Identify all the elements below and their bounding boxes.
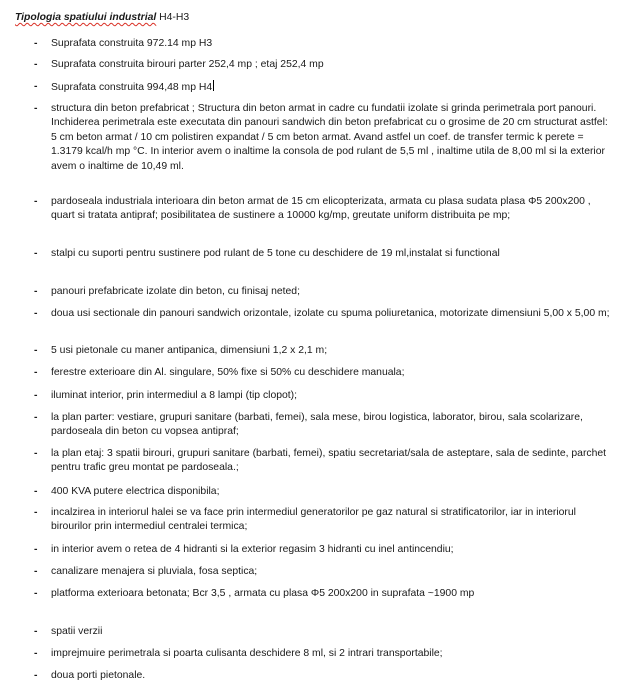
list-item-text: imprejmuire perimetrala si poarta culisanta deschidere 8 ml, si 2 intrari transportabile; <box>51 648 443 659</box>
list-item-text: doua porti pietonale. <box>51 670 146 681</box>
list-item-text: 400 KVA putere electrica disponibila; <box>51 486 220 497</box>
list-item-text: ferestre exterioare din Al. singulare, 50% fixe si 50% cu deschidere manuala; <box>51 367 405 378</box>
document-title <box>15 11 189 25</box>
bullet-dash: - <box>34 308 38 319</box>
bullet-dash: - <box>34 38 38 49</box>
bullet-dash: - <box>34 448 38 459</box>
list-item-text: incalzirea in interiorul halei se va face prin intermediul generatorilor pe gaz natural si stratificatorilor, iar in interiorul birourilor prin intermediul centralei termica; <box>51 507 576 533</box>
bullet-dash: - <box>34 345 38 356</box>
list-item-text: platforma exterioara betonata; Bcr 3,5 , armata cu plasa Φ5 200x200 in suprafata ~1900 mp <box>51 588 475 599</box>
bullet-dash: - <box>34 648 38 659</box>
list-item-text: stalpi cu suporti pentru sustinere pod rulant de 5 tone cu deschidere de 19 ml,instalat si functional <box>51 248 500 259</box>
bullet-dash: - <box>34 103 38 114</box>
bullet-dash: - <box>34 566 38 577</box>
bullet-dash: - <box>34 670 38 681</box>
bullet-dash: - <box>34 286 38 297</box>
list-item-text: canalizare menajera si pluviala, fosa septica; <box>51 566 258 577</box>
list-item-text: spatii verzii <box>51 626 103 637</box>
list-item-text: Suprafata construita 972.14 mp H3 <box>51 38 213 49</box>
title-rest: H4-H3 <box>156 12 190 23</box>
list-item-text: doua usi sectionale din panouri sandwich orizontale, izolate cu spuma poliuretanica, motorizate dimensiuni 5,00 x 5,00 m; <box>51 308 610 319</box>
list-item-text: Suprafata construita birouri parter 252,4 mp ; etaj 252,4 mp <box>51 59 324 70</box>
list-item-text: iluminat interior, prin intermediul a 8 lampi (tip clopot); <box>51 390 298 401</box>
list-item-text: structura din beton prefabricat ; Structura din beton armat in cadre cu fundatii izolate si grinda perimetrala port panouri. Inchiderea perimetrala este executata din panouri sandwich din beton prefabricat cu o grosime de 20 cm structurat astfel: 5 cm beton armat / 10 cm polistiren expandat / 5 cm beton armat. Avand astfel un coef. de transfer termic k perete = 1.3179 kcal/h mp °C. In interior avem o inaltime la consola de pod rulant de 5,5 ml , inaltime utila de 8,00 ml si la exterior avem o inaltime de 10,49 ml. <box>51 103 608 172</box>
bullet-dash: - <box>34 59 38 70</box>
bullet-dash: - <box>34 196 38 207</box>
bullet-dash: - <box>34 81 38 92</box>
bullet-dash: - <box>34 626 38 637</box>
list-item-text: 5 usi pietonale cu maner antipanica, dimensiuni 1,2 x 2,1 m; <box>51 345 328 356</box>
list-item-text: la plan parter: vestiare, grupuri sanitare (barbati, femei), sala mese, birou logistica, laborator, birou, sala scolarizare, pardoseala din beton cu vopsea antipraf; <box>51 412 583 438</box>
bullet-dash: - <box>34 390 38 401</box>
bullet-dash: - <box>34 248 38 259</box>
bullet-dash: - <box>34 588 38 599</box>
bullet-dash: - <box>34 544 38 555</box>
title-italic: Tipologia spatiului industrial <box>15 12 157 23</box>
bullet-dash: - <box>34 367 38 378</box>
bullet-dash: - <box>34 412 38 423</box>
bullet-dash: - <box>34 507 38 518</box>
list-item-text <box>51 80 611 95</box>
list-item-text: panouri prefabricate izolate din beton, cu finisaj neted; <box>51 286 300 297</box>
list-item-text-value: Suprafata construita 994,48 mp H4 <box>51 82 213 93</box>
text-cursor <box>213 80 214 91</box>
list-item-text: in interior avem o retea de 4 hidranti si la exterior regasim 3 hidranti cu inel antincendiu; <box>51 544 454 555</box>
list-item-text: la plan etaj: 3 spatii birouri, grupuri sanitare (barbati, femei), spatiu secretariat/sala de asteptare, sala de sedinte, parchet pentru trafic greu montat pe pardoseala.; <box>51 448 607 474</box>
list-item-text: pardoseala industriala interioara din beton armat de 15 cm elicopterizata, armata cu plasa sudata plasa Φ5 200x200 , quart si tratata antipraf; posibilitatea de sustinere a 10000 kg/mp, greutate uniform distribuita pe mp; <box>51 196 591 222</box>
bullet-dash: - <box>34 486 38 497</box>
